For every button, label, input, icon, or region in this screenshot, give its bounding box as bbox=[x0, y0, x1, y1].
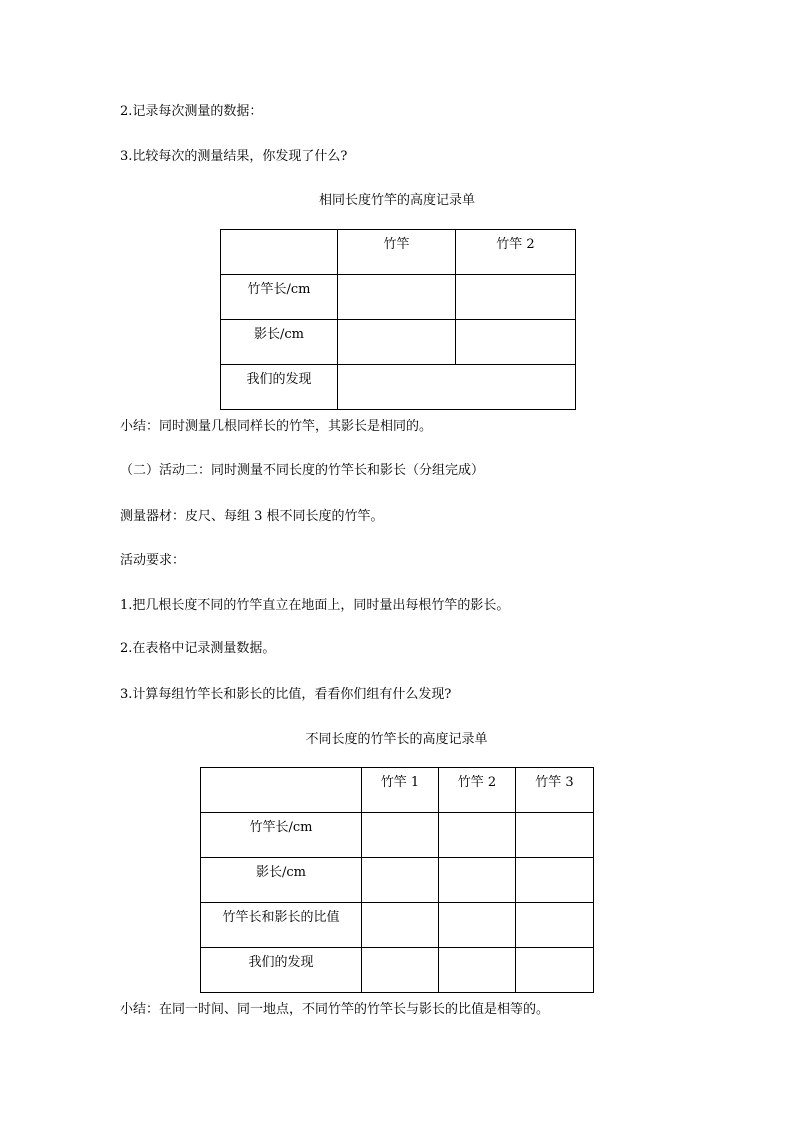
step-3-text: 3.比较每次的测量结果，你发现了什么? bbox=[120, 149, 348, 164]
table-cell bbox=[338, 320, 456, 365]
requirement-1-text: 1.把几根长度不同的竹竿直立在地面上，同时量出每根竹竿的影长。 bbox=[120, 598, 510, 613]
materials-text: 测量器材：皮尺、每组 3 根不同长度的竹竿。 bbox=[120, 509, 384, 524]
row-label: 我们的发现 bbox=[201, 948, 362, 993]
requirement-2-text: 2.在表格中记录测量数据。 bbox=[120, 641, 276, 656]
table-row bbox=[201, 948, 594, 993]
summary-2-text: 小结：在同一时间、同一地点，不同竹竿的竹竿长与影长的比值是相等的。 bbox=[120, 1002, 550, 1017]
row-label: 竹竿长/cm bbox=[201, 813, 362, 858]
requirements-label: 活动要求： bbox=[120, 553, 186, 568]
table2-header-cell: 竹竿 3 bbox=[516, 768, 594, 813]
table2-different-length-record bbox=[200, 767, 594, 993]
table-cell bbox=[362, 948, 439, 993]
table2-header-cell: 竹竿 2 bbox=[439, 768, 516, 813]
table-row bbox=[221, 320, 576, 365]
table-cell bbox=[456, 320, 576, 365]
table-cell bbox=[439, 813, 516, 858]
table-cell bbox=[362, 903, 439, 948]
table-row bbox=[221, 365, 576, 410]
table-cell bbox=[516, 813, 594, 858]
table-row bbox=[201, 903, 594, 948]
table-cell-merged bbox=[338, 365, 576, 410]
activity-2-title: （二）活动二：同时测量不同长度的竹竿长和影长（分组完成） bbox=[120, 463, 485, 478]
table2-header-cell: 竹竿 1 bbox=[362, 768, 439, 813]
requirement-3-text: 3.计算每组竹竿长和影长的比值，看看你们组有什么发现? bbox=[120, 687, 452, 702]
table-cell bbox=[516, 858, 594, 903]
table-cell bbox=[516, 903, 594, 948]
table-cell bbox=[439, 903, 516, 948]
table-cell bbox=[439, 948, 516, 993]
table-cell bbox=[362, 813, 439, 858]
table1-header-cell: 竹竿 2 bbox=[456, 230, 576, 275]
table-cell bbox=[516, 948, 594, 993]
row-label: 影长/cm bbox=[221, 320, 338, 365]
table2-caption: 不同长度的竹竿长的高度记录单 bbox=[305, 732, 488, 747]
row-label: 竹竿长和影长的比值 bbox=[201, 903, 362, 948]
table-row bbox=[201, 813, 594, 858]
row-label: 竹竿长/cm bbox=[221, 275, 338, 320]
table1-caption: 相同长度竹竿的高度记录单 bbox=[318, 193, 475, 208]
table-cell bbox=[456, 275, 576, 320]
table1-same-length-record bbox=[220, 229, 576, 410]
row-label: 影长/cm bbox=[201, 858, 362, 903]
table-cell bbox=[338, 275, 456, 320]
table1-header-row bbox=[221, 230, 576, 275]
row-label: 我们的发现 bbox=[221, 365, 338, 410]
table-row bbox=[221, 275, 576, 320]
step-2-text: 2.记录每次测量的数据： bbox=[120, 104, 263, 119]
table-row bbox=[201, 858, 594, 903]
table-cell bbox=[362, 858, 439, 903]
table1-header-cell bbox=[221, 230, 338, 275]
table2-header-cell bbox=[201, 768, 362, 813]
table1-header-cell: 竹竿 bbox=[338, 230, 456, 275]
table-cell bbox=[439, 858, 516, 903]
summary-1-text: 小结：同时测量几根同样长的竹竿，其影长是相同的。 bbox=[120, 419, 433, 434]
table2-header-row bbox=[201, 768, 594, 813]
